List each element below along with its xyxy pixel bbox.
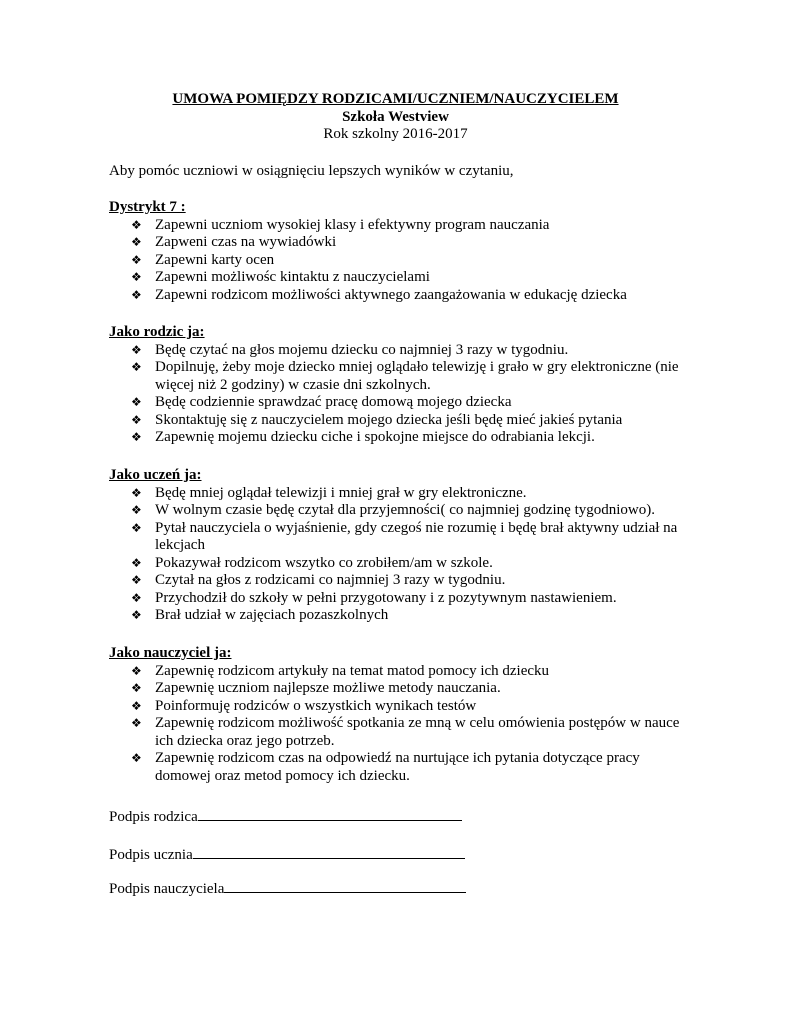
signature-line[interactable] xyxy=(198,805,462,821)
diamond-bullet-icon: ❖ xyxy=(131,520,142,535)
list-item-text: Zapewnię rodzicom możliwość spotkania ze mną w celu omówienia postępów w nauce ich dziecka oraz jego potrzeb. xyxy=(155,715,680,749)
diamond-bullet-icon: ❖ xyxy=(131,555,142,570)
list-item-text: Zapewni karty ocen xyxy=(155,251,275,268)
list-item-text: Zapewnię rodzicom artykuły na temat matod pomocy ich dziecku xyxy=(155,662,550,679)
bullet-list xyxy=(109,217,689,305)
school-name: Szkoła Westview xyxy=(342,108,449,125)
diamond-bullet-icon: ❖ xyxy=(131,270,142,284)
list-item xyxy=(109,485,689,503)
section-title: Jako nauczyciel ja: xyxy=(109,645,232,661)
diamond-bullet-icon: ❖ xyxy=(131,430,142,444)
list-item-text: Zapewni uczniom wysokiej klasy i efektywny program nauczania xyxy=(155,216,550,233)
list-item-text: Brał udział w zajęciach pozaszkolnych xyxy=(155,607,389,623)
list-item-text: Zapewnię mojemu dziecku ciche i spokojne miejsce do odrabiania lekcji. xyxy=(155,429,595,445)
diamond-bullet-icon: ❖ xyxy=(131,395,142,409)
diamond-bullet-icon: ❖ xyxy=(131,608,142,622)
list-item xyxy=(109,269,689,287)
list-item xyxy=(109,663,689,681)
list-item xyxy=(109,287,689,305)
list-item xyxy=(109,359,689,394)
signature-parent xyxy=(109,805,462,827)
diamond-bullet-icon: ❖ xyxy=(131,751,142,765)
list-item-text: Dopilnuję, żeby moje dziecko mniej oglądało telewizję i grało w gry elektroniczne (nie więcej niż 2 godziny) w czasie dni szkolnych. xyxy=(155,359,679,393)
diamond-bullet-icon: ❖ xyxy=(131,590,142,605)
document-title: UMOWA POMIĘDZY RODZICAMI/UCZNIEM/NAUCZYCIELEM xyxy=(172,91,619,107)
school-year: Rok szkolny 2016-2017 xyxy=(323,126,468,142)
list-item-text: Pytał nauczyciela o wyjaśnienie, gdy czegoś nie rozumię i będę brał aktywny udział na lekcjach xyxy=(155,519,678,553)
section-title: Jako rodzic ja: xyxy=(109,324,205,340)
list-item xyxy=(109,502,689,520)
list-item xyxy=(109,607,689,625)
section-parent xyxy=(109,324,689,447)
diamond-bullet-icon: ❖ xyxy=(131,217,142,232)
signature-line[interactable] xyxy=(193,843,465,859)
section-district xyxy=(109,199,689,304)
list-item-text: Zapewnię rodzicom czas na odpowiedź na nurtujące ich pytania dotyczące pracy domowej oraz metod pomocy ich dziecku. xyxy=(155,750,640,784)
list-item-text: Będę czytać na głos mojemu dziecku co najmniej 3 razy w tygodniu. xyxy=(155,341,569,358)
diamond-bullet-icon: ❖ xyxy=(131,698,142,713)
list-item xyxy=(109,572,689,590)
signature-label: Podpis rodzica xyxy=(109,809,198,825)
section-title: Dystrykt 7 : xyxy=(109,199,186,215)
list-item xyxy=(109,698,689,716)
document-header xyxy=(0,91,791,144)
section-student xyxy=(109,467,689,625)
list-item-text: Zapweni czas na wywiadówki xyxy=(155,234,337,250)
diamond-bullet-icon: ❖ xyxy=(131,287,142,302)
list-item-text: Czytał na głos z rodzicami co najmniej 3 razy w tygodniu. xyxy=(155,572,506,588)
list-item xyxy=(109,217,689,235)
signature-teacher xyxy=(109,877,466,899)
bullet-list xyxy=(109,342,689,447)
list-item-text: Pokazywał rodzicom wszytko co zrobiłem/am w szkole. xyxy=(155,554,493,571)
intro-text: Aby pomóc uczniowi w osiągnięciu lepszych wyników w czytaniu, xyxy=(109,163,514,179)
signature-line[interactable] xyxy=(224,877,466,893)
signature-label: Podpis nauczyciela xyxy=(109,881,225,897)
diamond-bullet-icon: ❖ xyxy=(131,681,142,695)
diamond-bullet-icon: ❖ xyxy=(131,573,142,587)
diamond-bullet-icon: ❖ xyxy=(131,485,142,500)
signature-student xyxy=(109,843,465,865)
list-item-text: Poinformuję rodziców o wszystkich wynikach testów xyxy=(155,697,477,714)
list-item xyxy=(109,715,689,750)
diamond-bullet-icon: ❖ xyxy=(131,360,142,374)
list-item xyxy=(109,750,689,785)
list-item-text: Przychodził do szkoły w pełni przygotowany i z pozytywnym nastawieniem. xyxy=(155,589,617,606)
list-item-text: Będę codziennie sprawdzać pracę domową mojego dziecka xyxy=(155,394,512,410)
list-item-text: Skontaktuję się z nauczycielem mojego dziecka jeśli będę mieć jakieś pytania xyxy=(155,411,623,428)
list-item-text: Zapewnię uczniom najlepsze możliwe metody nauczania. xyxy=(155,680,501,696)
list-item-text: W wolnym czasie będę czytał dla przyjemności( co najmniej godzinę tygodniowo). xyxy=(155,502,655,518)
diamond-bullet-icon: ❖ xyxy=(131,252,142,267)
section-teacher xyxy=(109,645,689,785)
list-item xyxy=(109,342,689,360)
list-item xyxy=(109,680,689,698)
list-item xyxy=(109,590,689,608)
list-item-text: Zapewni rodzicom możliwości aktywnego zaangażowania w edukację dziecka xyxy=(155,286,627,303)
diamond-bullet-icon: ❖ xyxy=(131,503,142,517)
list-item-text: Będę mniej oglądał telewizji i mniej grał w gry elektroniczne. xyxy=(155,484,527,501)
section-title: Jako uczeń ja: xyxy=(109,467,202,483)
diamond-bullet-icon: ❖ xyxy=(131,412,142,427)
list-item xyxy=(109,429,689,447)
diamond-bullet-icon: ❖ xyxy=(131,235,142,249)
diamond-bullet-icon: ❖ xyxy=(131,342,142,357)
list-item xyxy=(109,520,689,555)
list-item xyxy=(109,252,689,270)
signature-label: Podpis ucznia xyxy=(109,847,193,863)
bullet-list xyxy=(109,485,689,625)
list-item xyxy=(109,555,689,573)
list-item xyxy=(109,412,689,430)
list-item-text: Zapewni możliwośc kintaktu z nauczycielami xyxy=(155,269,430,285)
list-item xyxy=(109,394,689,412)
diamond-bullet-icon: ❖ xyxy=(131,716,142,730)
diamond-bullet-icon: ❖ xyxy=(131,663,142,678)
list-item xyxy=(109,234,689,252)
bullet-list xyxy=(109,663,689,786)
